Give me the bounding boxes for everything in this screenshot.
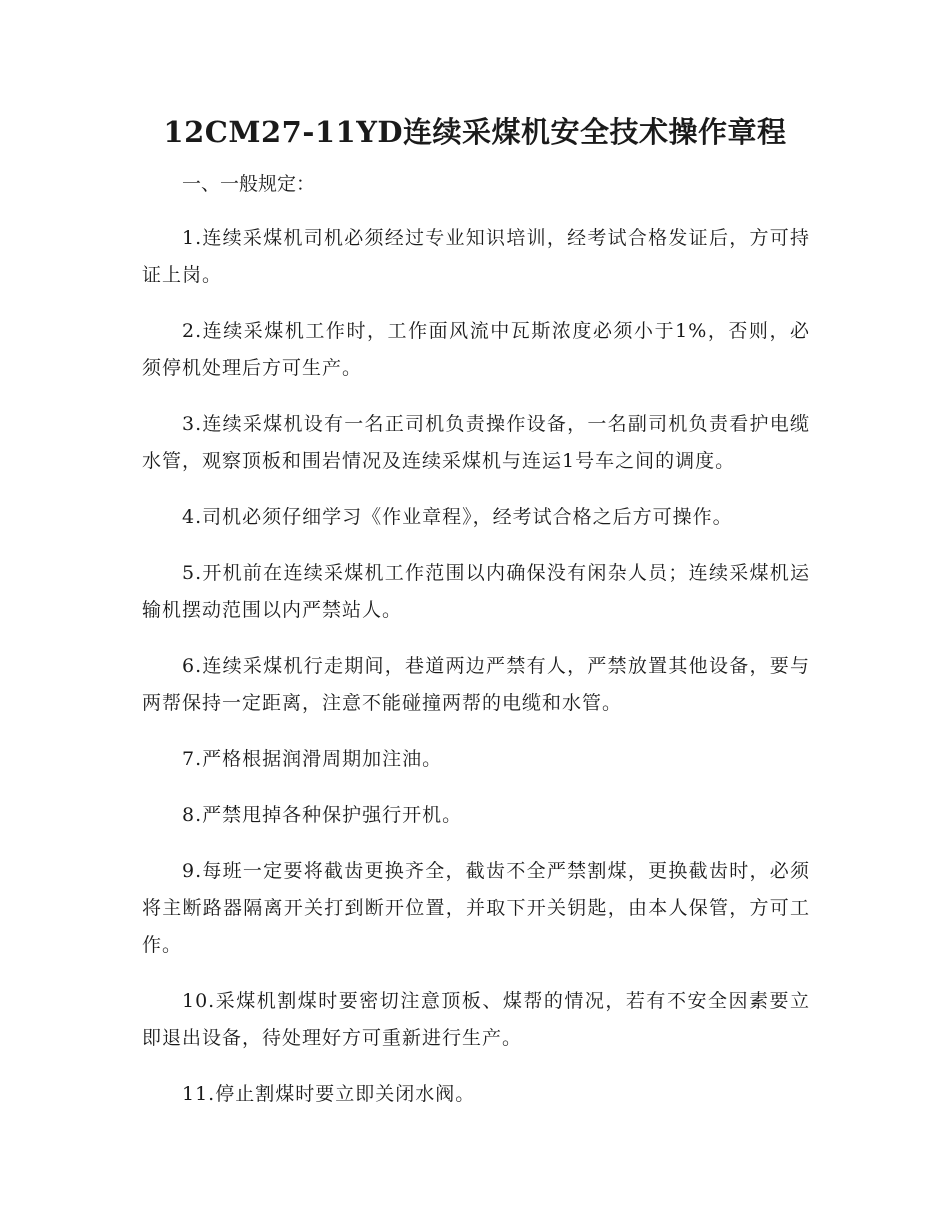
document-body bbox=[142, 170, 810, 1132]
paragraph-8: 8.严禁甩掉各种保护强行开机。 bbox=[182, 804, 463, 826]
section-heading: 一、一般规定： bbox=[182, 173, 316, 195]
paragraph-7: 7.严格根据润滑周期加注油。 bbox=[182, 748, 443, 770]
document-title: 12CM27-11YD连续采煤机安全技术操作章程 bbox=[163, 115, 787, 149]
paragraph-6: 6.连续采煤机行走期间，巷道两边严禁有人，严禁放置其他设备，要与两帮保持一定距离，注意不能碰撞两帮的电缆和水管。 bbox=[142, 655, 810, 714]
paragraph-1: 1.连续采煤机司机必须经过专业知识培训，经考试合格发证后，方可持证上岗。 bbox=[142, 227, 810, 286]
paragraph-3: 3.连续采煤机设有一名正司机负责操作设备，一名副司机负责看护电缆水管，观察顶板和围岩情况及连续采煤机与连运1号车之间的调度。 bbox=[142, 413, 810, 472]
paragraph-5: 5.开机前在连续采煤机工作范围以内确保没有闲杂人员；连续采煤机运输机摆动范围以内严禁站人。 bbox=[142, 562, 810, 621]
paragraph-11: 11.停止割煤时要立即关闭水阀。 bbox=[182, 1083, 476, 1105]
paragraph-9: 9.每班一定要将截齿更换齐全，截齿不全严禁割煤，更换截齿时，必须将主断路器隔离开关打到断开位置，并取下开关钥匙，由本人保管，方可工作。 bbox=[142, 860, 810, 956]
paragraph-4: 4.司机必须仔细学习《作业章程》，经考试合格之后方可操作。 bbox=[182, 506, 733, 528]
paragraph-10: 10.采煤机割煤时要密切注意顶板、煤帮的情况，若有不安全因素要立即退出设备，待处理好方可重新进行生产。 bbox=[142, 990, 810, 1049]
paragraph-2: 2.连续采煤机工作时，工作面风流中瓦斯浓度必须小于1%，否则，必须停机处理后方可生产。 bbox=[142, 320, 810, 379]
